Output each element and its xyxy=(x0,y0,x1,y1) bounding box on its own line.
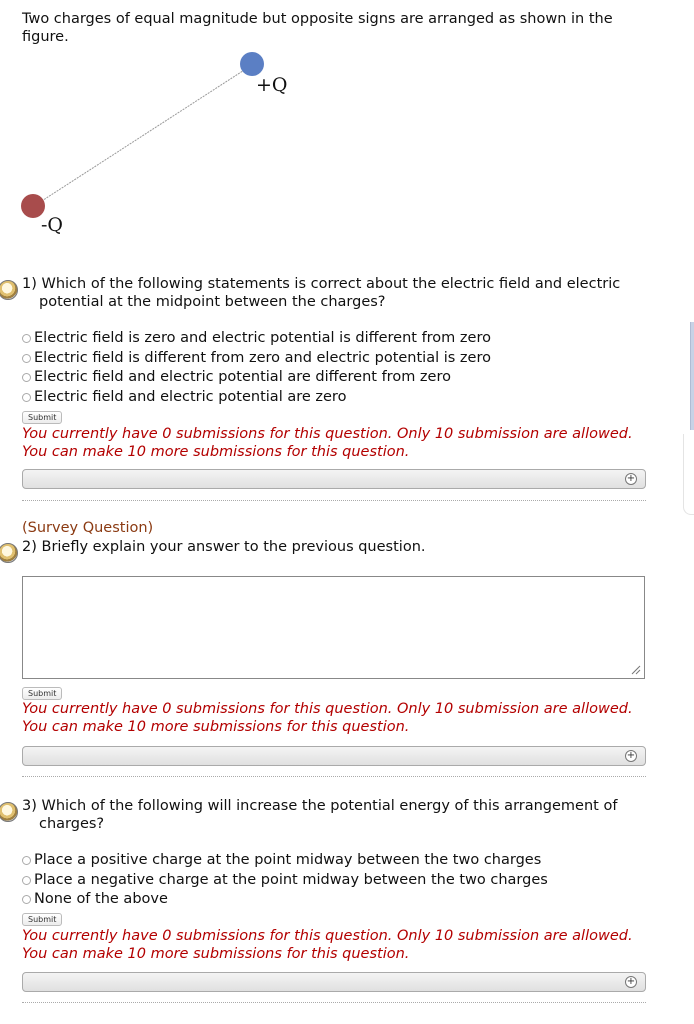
radio-button[interactable] xyxy=(22,895,31,904)
question-status-icon xyxy=(0,802,18,822)
survey-label: (Survey Question) xyxy=(22,520,154,536)
resize-handle-icon[interactable] xyxy=(631,665,641,675)
answer-textarea[interactable] xyxy=(22,576,645,679)
radio-button[interactable] xyxy=(22,393,31,402)
radio-button[interactable] xyxy=(22,876,31,885)
option-3b[interactable]: Place a negative charge at the point midway between the two charges xyxy=(22,871,548,891)
question-2-text: 2) Briefly explain your answer to the previous question. xyxy=(22,539,426,555)
expand-bar-q3[interactable] xyxy=(22,972,646,992)
option-1a[interactable]: Electric field is zero and electric potential is different from zero xyxy=(22,329,491,349)
option-1b[interactable]: Electric field is different from zero and electric potential is zero xyxy=(22,349,491,369)
divider xyxy=(22,500,646,501)
positive-charge xyxy=(240,52,264,76)
positive-charge-label: +Q xyxy=(256,74,288,96)
expand-plus-icon[interactable]: + xyxy=(626,750,636,761)
question-1-options xyxy=(22,329,491,407)
divider xyxy=(22,1002,646,1003)
submit-button-q3[interactable]: Submit xyxy=(22,913,62,926)
option-1c[interactable]: Electric field and electric potential are different from zero xyxy=(22,368,491,388)
expand-plus-icon[interactable]: + xyxy=(626,976,636,987)
scrollbar[interactable] xyxy=(690,322,694,430)
submit-button-q1[interactable]: Submit xyxy=(22,411,62,424)
question-status-icon xyxy=(0,543,18,563)
question-3-text: 3) Which of the following will increase the potential energy of this arrangement of charges? xyxy=(22,798,618,832)
radio-button[interactable] xyxy=(22,354,31,363)
submission-notice-q3: You currently have 0 submissions for this question. Only 10 submission are allowed. You can make 10 more submissions for this question. xyxy=(22,928,633,962)
option-3c[interactable]: None of the above xyxy=(22,890,548,910)
submission-notice-q1: You currently have 0 submissions for this question. Only 10 submission are allowed. You can make 10 more submissions for this question. xyxy=(22,426,633,460)
negative-charge-label: -Q xyxy=(41,214,63,236)
radio-button[interactable] xyxy=(22,856,31,865)
question-status-icon xyxy=(0,280,18,300)
radio-button[interactable] xyxy=(22,334,31,343)
submit-button-q2[interactable]: Submit xyxy=(22,687,62,700)
submission-notice-q2: You currently have 0 submissions for this question. Only 10 submission are allowed. You can make 10 more submissions for this question. xyxy=(22,701,633,735)
expand-bar-q1[interactable] xyxy=(22,469,646,489)
divider xyxy=(22,776,646,777)
option-1d[interactable]: Electric field and electric potential are zero xyxy=(22,388,491,408)
expand-plus-icon[interactable]: + xyxy=(626,473,636,484)
intro-text: Two charges of equal magnitude but opposite signs are arranged as shown in the figure. xyxy=(22,11,613,45)
question-3-options xyxy=(22,851,548,910)
radio-button[interactable] xyxy=(22,373,31,382)
panel-edge xyxy=(683,434,694,515)
connecting-line xyxy=(34,65,252,206)
question-1-text: 1) Which of the following statements is correct about the electric field and electric potential at the midpoint between the charges? xyxy=(22,276,621,310)
option-3a[interactable]: Place a positive charge at the point midway between the two charges xyxy=(22,851,548,871)
expand-bar-q2[interactable] xyxy=(22,746,646,766)
